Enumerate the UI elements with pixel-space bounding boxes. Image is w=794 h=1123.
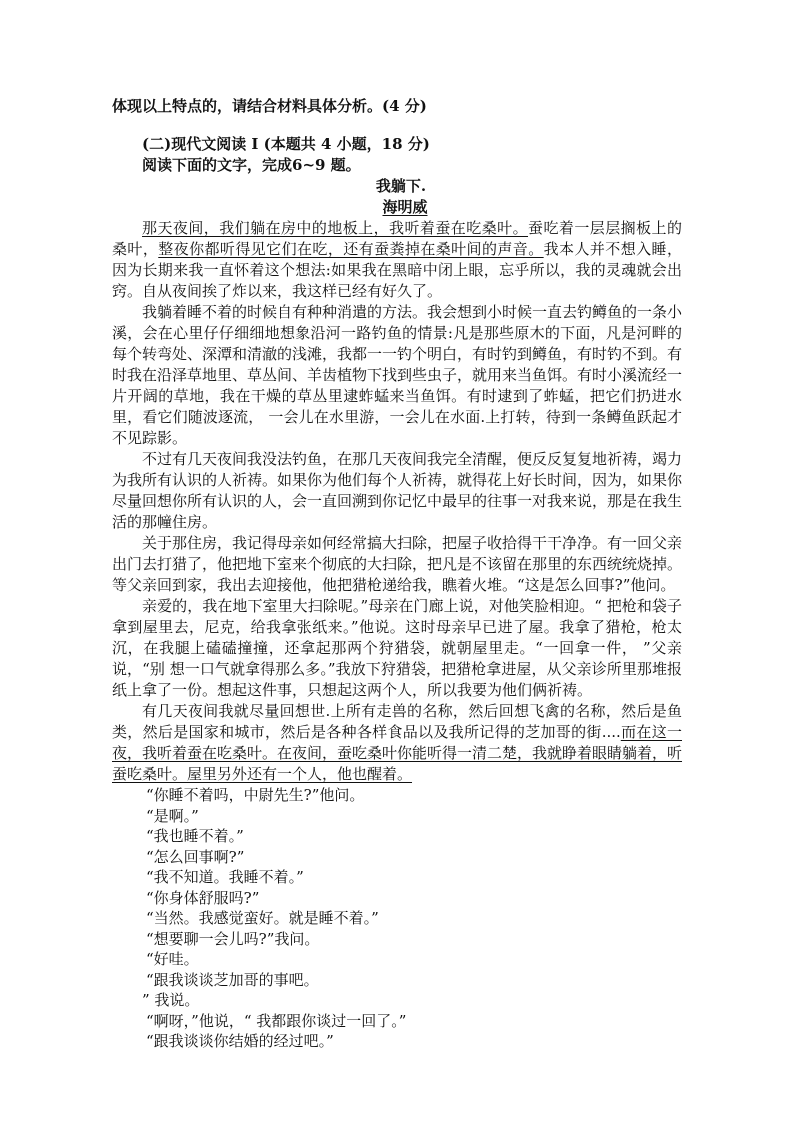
section-heading: (二)现代文阅读 I (本题共 4 小题，18 分) [142,135,430,153]
paragraph-1-underlined-a: 那天夜间，我们躺在房中的地板上，我听着蚕在吃桑叶。 [142,219,529,237]
paragraph-6 [112,701,682,785]
instruction: 阅读下面的文字，完成6~9 题。 [142,156,361,174]
paragraph-1-mid: 蚕吃着一层层搁板上的桑叶， [112,219,682,258]
dialogue-line: “我不知道。我睡不着。” [146,868,304,886]
question-tail: 体现以上特点的，请结合材料具体分析。(4 分) [112,97,427,115]
paragraph-2: 我躺着睡不着的时候自有种种消遣的方法。我会想到小时候一直去钓鳟鱼的一条小溪，会在心里仔仔细细地想象沿河一路钓鱼的情景:凡是那些原木的下面，凡是河畔的每个转弯处、深潭和清澈的浅滩，我都一一钓个明白，有时钓到鳟鱼，有时钓不到。有时我在沿泽草地里、草丛间、羊齿植物下找到些虫子，就用来当鱼饵。有时小溪流经一片开阔的草地，我在干燥的草丛里逮蚱蜢来当鱼饵。有时逮到了蚱蜢，把它们扔进水里，看它们随波逐流， 一会儿在水里游，一会儿在水面.上打转，待到一条鳟鱼跃起才不见踪影。 [112,303,683,447]
story-title: 我躺下. [375,177,427,195]
dialogue-line: “想要聊一会儿吗?”我问。 [146,929,320,948]
story-author: 海明威 [382,198,428,216]
dialogue-line: “啊呀，”他说，“ 我都跟你谈过一回了。” [146,1011,407,1030]
paragraph-3: 不过有几天夜间我没法钓鱼，在那几天夜间我完全清醒，便反反复复地祈祷，竭力为我所有认识的人祈祷。如果你为他们每个人祈祷，就得花上好长时间，因为，如果你尽量回想你所有认识的人，会一直回溯到你记忆中最早的往事一对我来说，那是在我生活的那幢住房。 [112,450,683,531]
dialogue-line: “怎么回事啊?” [146,847,245,866]
dialogue-line: ” 我说。 [142,991,200,1009]
paragraph-1-rest: 我本人并不想入睡，因为长期来我一直怀着这个想法:如果我在黑暗中闭上眼，忘乎所以，我的灵魂就会出窍。自从夜间挨了炸以来，我这样已经有好久了。 [112,240,682,300]
paragraph-6-plain: 有几天夜间我就尽量回想世.上所有走兽的名称，然后回想飞禽的名称，然后是鱼类，然后是国家和城市，然后是各种各样食品以及我所记得的芝加哥的街.... [112,702,682,741]
dialogue-block [112,785,682,1052]
dialogue-line: “你身体舒服吗?” [146,888,260,907]
paragraph-6-underlined: 而在这一夜，我听着蚕在吃桑叶。在夜间，蚕吃桑叶你能听得一清二楚，我就睁着眼睛躺着，听蚕吃桑叶。屋里另外还有一个人，他也醒着。 [112,723,683,783]
dialogue-line: “好哇。 [146,950,199,968]
dialogue-line: “你睡不着吗，中尉先生?”他问。 [146,786,365,804]
dialogue-line: “是啊。” [146,806,199,825]
document-page [112,96,682,1052]
dialogue-line: “跟我谈谈芝加哥的事吧。 [146,970,319,989]
dialogue-line: “我也睡不着。” [146,827,244,845]
paragraph-5: 亲爱的，我在地下室里大扫除呢。”母亲在门廊上说，对他笑脸相迎。“ 把枪和袋子拿到屋里去，尼克，给我拿张纸来。”他说。这时母亲早已进了屋。我拿了猎枪，枪太沉，在我腿上磕磕撞撞，还拿起那两个狩猎袋，就朝屋里走。“一回拿一件， ”父亲说，“别 想一口气就拿得那么多。”我放下狩猎袋，把猎枪拿进屋，从父亲诊所里那堆报纸上拿了一份。想起这件事，只想起这两个人，所以我要为他们俩祈祷。 [112,597,682,699]
dialogue-line: “跟我谈谈你结婚的经过吧。” [146,1032,334,1050]
paragraph-4: 关于那住房，我记得母亲如何经常搞大扫除，把屋子收拾得干干净净。有一回父亲出门去打猎了，他把地下室来个彻底的大扫除，把凡是不该留在那里的东西统统烧掉。等父亲回到家，我出去迎接他，他把猎枪递给我，瞧着火堆。“这是怎么回事?”他问。 [112,534,683,594]
paragraph-1 [112,218,682,302]
dialogue-line: “当然。我感觉蛮好。就是睡不着。” [146,909,379,927]
paragraph-1-underlined-b: 整夜你都听得见它们在吃，还有蚕粪掉在桑叶间的声音。 [158,240,544,258]
